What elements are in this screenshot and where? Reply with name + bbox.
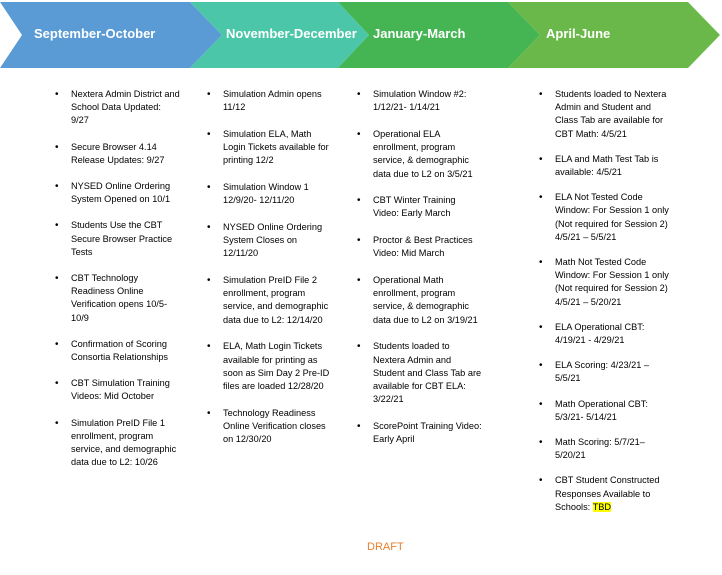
list-item: • ScorePoint Training Video: Early April (357, 420, 482, 446)
list-item: • CBT Technology Readiness Online Verification opens 10/5- 10/9 (55, 272, 180, 325)
list-item: • Students Use the CBT Secure Browser Practice Tests (55, 219, 180, 259)
list-item: • Students loaded to Nextera Admin and Student and Class Tab are available for CBT ELA: 3/22/21 (357, 340, 482, 406)
list-item: • Math Scoring: 5/7/21– 5/20/21 (539, 436, 674, 462)
list-item: • ELA and Math Test Tab is available: 4/5/21 (539, 153, 674, 179)
list-item: • Simulation Admin opens 11/12 (207, 88, 332, 114)
list-item: • Simulation Window #2: 1/12/21- 1/14/21 (357, 88, 482, 114)
list-item: • ELA Operational CBT: 4/19/21 - 4/29/21 (539, 321, 674, 347)
list-item: • Confirmation of Scoring Consortia Relationships (55, 338, 180, 364)
november-december-list (207, 88, 332, 460)
draft-watermark: DRAFT (367, 541, 404, 553)
list-item: • Operational Math enrollment, program service, & demographic data due to L2 on 3/19/21 (357, 274, 482, 327)
list-item: • NYSED Online Ordering System Closes on 12/11/20 (207, 221, 332, 261)
list-item: • Simulation Window 1 12/9/20- 12/11/20 (207, 181, 332, 207)
list-item: • Simulation PreID File 2 enrollment, program service, and demographic data due to L2: 12/14/20 (207, 274, 332, 327)
list-item: • CBT Simulation Training Videos: Mid October (55, 377, 180, 403)
list-item: • CBT Winter Training Video: Early March (357, 194, 482, 220)
list-item: • ELA Scoring: 4/23/21 – 5/5/21 (539, 359, 674, 385)
list-item: • NYSED Online Ordering System Opened on 10/1 (55, 180, 180, 206)
phase-title-april-june: April-June (546, 26, 611, 41)
january-march-list (357, 88, 482, 460)
tbd-highlight: TBD (592, 501, 611, 512)
list-item-text: CBT Student Constructed Responses Available to Schools: (555, 475, 660, 512)
list-item-constructed-responses (539, 474, 674, 514)
list-item: • Simulation PreID File 1 enrollment, program service, and demographic data due to L2: 10/26 (55, 417, 180, 470)
list-item: • Simulation ELA, Math Login Tickets available for printing 12/2 (207, 128, 332, 168)
list-item: • Math Operational CBT: 5/3/21- 5/14/21 (539, 398, 674, 424)
list-item: • Nextera Admin District and School Data Updated: 9/27 (55, 88, 180, 128)
list-item: • Students loaded to Nextera Admin and Student and Class Tab are available for CBT Math: 4/5/21 (539, 88, 674, 141)
list-item: • Secure Browser 4.14 Release Updates: 9/27 (55, 141, 180, 167)
phase-title-january-march: January-March (373, 26, 466, 41)
list-item: • Proctor & Best Practices Video: Mid March (357, 234, 482, 260)
list-item: • Technology Readiness Online Verification closes on 12/30/20 (207, 407, 332, 447)
phase-title-november-december: November-December (226, 26, 357, 41)
list-item: • ELA, Math Login Tickets available for printing as soon as Sim Day 2 Pre-ID files are loaded 12/28/20 (207, 340, 332, 393)
april-june-list (539, 88, 674, 526)
list-item: • ELA Not Tested Code Window: For Session 1 only (Not required for Session 2) 4/5/21 – 5/5/21 (539, 191, 674, 244)
phase-title-september-october: September-October (34, 26, 156, 41)
list-item: • Operational ELA enrollment, program service, & demographic data due to L2 on 3/5/21 (357, 128, 482, 181)
september-october-list (55, 88, 180, 482)
list-item: • Math Not Tested Code Window: For Session 1 only (Not required for Session 2) 4/5/21 – 5/20/21 (539, 256, 674, 309)
